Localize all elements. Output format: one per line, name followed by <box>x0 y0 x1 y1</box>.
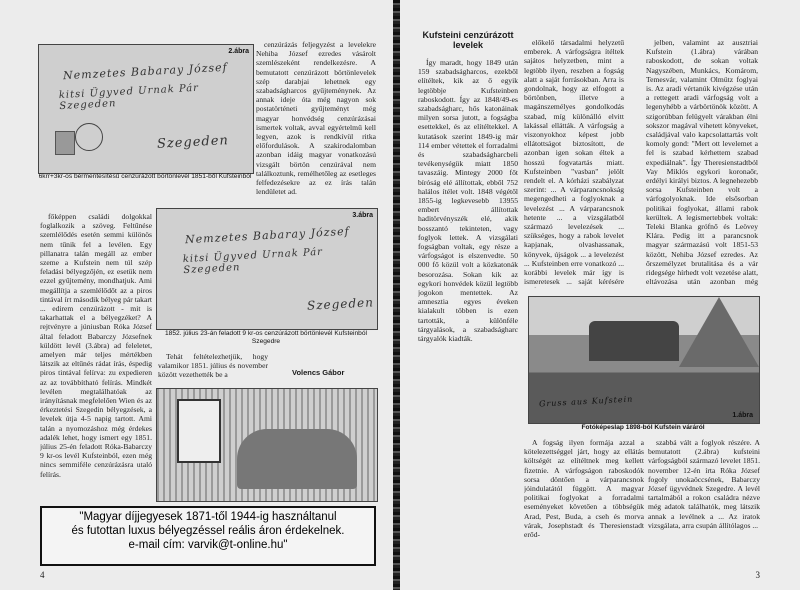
text-column-top <box>256 40 376 200</box>
paragraph-top: cenzúrázás feljegyzést a levelekre Nehiba József ezredes vásárolt szemlészeként rendelkezésre. A bemutatott cenzúrázott börtönlevelek szép darabjai lehetnek egy szabadságharcos gyűjteménynek. Az annak ideje óta még nagyon sok postatörténeti gyűjteményt még magyar honvédség cenzúrázásai ismertek voltak, avval egyértelmű kell legyen, azok is rendkívül ritka előfordulások. A szakirodalomban azonban idáig magyar vonatkozású vizsgált börtön cenzúrával nem találkoztunk, remélhetőleg az esetleges felfedezésekre az ez írás talán lendületet ad. <box>256 40 376 197</box>
kufstein-photo <box>528 296 760 424</box>
text-column-middle <box>158 352 268 382</box>
left-page <box>0 0 395 590</box>
castle-shape <box>589 321 679 361</box>
paragraph-col3: jelben, valamint az ausztriai Kufstein (1.ábra) várában raboskodott, de sokan voltak Nagyszében, Munkács, Komárom, Temesvár, valamint Olmütz foglyai is. Az aradi vértanúk kivégzése után a rettegett aradi várfogság volt a legenyhébb a várbörtönök között. A szigorúbban felügyelt várakban élni sokszor magával vihetett könyveket, családjával valo kapcsolattartás volt komoly gond: "Mert ott levelemet a fel is szabad kérhettem szabad expediálnak". Így Theresienstadtból Vay Miklós egykori koronaőr, erdélyi királyi biztos. A legnehezebb sorsa Kufsteinben volt a várfogolyoknak. Ide elsősorban politikai foglyokat, állami rabok kerültek. A legismertebbek voltak: Teleki Blanka grófnő és Leövey Klára. Pedig itt a parancsnok magyar származású volt 1851-53 között, Nehiba József ezredes. Az őrszemélyzet brutalitása és a vár ridegsége hírhedt volt vezetése alatt, eltávozása után azonban még <box>646 38 758 287</box>
paragraph-left: főképpen családi dolgokkal foglalkozik a szöveg. Feltűnése szemlélődés esetén semmi különös nem tűnik fel a levélen. Egy pillanatra talán megáll az ember szeme a Kufstein nem túl szép feladási bélyegzőjén, ez esetük nem ezzel gyűjtemény, mondhatjuk. Ami megállítja a szemlélődőt az a piros tintával írt második bélyeg pár takart ... edirem cenzúrázott - mit is takarhattak el a bélyegzéket? A rejtvényre a júniusban Róka József által feladott Babarczy Józsefnek küldött levél (3.ábra) ad feleletet, amelyen már teljes mértékben látszik az eltűnés rádat írás, éspedig piros tintával felírva: zu expedieren az az továbbítható felírás. Mindkét levélen megtalálhatóak az irányításnak megfelelően Wien és az érkeztetési Szegedin bélyegzések, a levelek útja 4-5 napig tartott. Ami talán a nyomozáshoz még érdekes adalék lehet, hogy ismert egy 1851. július 25-én feladott Róka-Babarczy 9 kr-os levél Kufsteinból, ezen még nincs semmiféle cenzúrázásra utaló felírás. <box>40 212 152 479</box>
right-page <box>400 0 800 590</box>
text-column-1 <box>418 58 518 498</box>
envelope-destination: Szegeden <box>306 295 375 313</box>
photo-greeting: Gruss aus Kufstein <box>538 394 634 409</box>
paragraph-middle: Tehát feltételezhetjük, hogy valamikor 1851. július és november között vezethették be a <box>158 352 268 380</box>
envelope-address-line2: kitsi Ügyved Urnak Pár Szegeden <box>58 82 200 113</box>
paragraph-col5: A fogság ilyen formája azzal a kötelezettséggel járt, hogy az ellátás költségét az elítéltnek meg kellett fizetnie. A várfogságon raboskodók sorsa döntően a várparancsnok jóindulatától függött. A magyar politikai foglyokat a forradalmi eseményeket követően a többségük Arad, Pest, Buda, a cseh és morva várak, Josephstadt és Theresienstadt erőd- <box>524 438 644 540</box>
author-name: Volencs Gábor <box>292 368 345 377</box>
text-column-left <box>40 212 152 502</box>
red-stamp-icon <box>55 131 75 155</box>
ad-line-2: és futottan luxus bélyegzéssel reális áron érdekelnek. <box>71 525 345 537</box>
ad-line-3: e-mail cím: varvik@t-online.hu" <box>128 539 288 551</box>
figures-shape <box>237 429 357 489</box>
envelope-address-line2: kitsi Ügyved Urnak Pár Szegeden <box>182 246 324 277</box>
text-column-3 <box>646 38 758 288</box>
envelope-image-fig2 <box>38 44 254 174</box>
ad-line-1: "Magyar díjjegyesek 1871-től 1944-ig használtanul <box>79 511 337 523</box>
page-number-left: 4 <box>40 570 45 580</box>
figure-label-fig2: 2.ábra <box>228 48 249 55</box>
envelope-destination: Szegeden <box>156 133 230 152</box>
postmark-icon <box>75 123 103 151</box>
article-heading: Kufsteini cenzúrázott levelek <box>422 30 514 50</box>
paragraph-col2: előkelő társadalmi helyzetű emberek. A várfogságra ítéltek sajátos helyzetben, mint a legtöbb ilyen, reszben a fogság alatt a saját forrásokban. Arra is gondolnak, hogy az elfogott a börtönben, illetve a magánszemélyes gondolkodás szabad, míg különálló elvitt lakással ellátták. A várfogság a viszonyokhoz képest jobb ellátottságot biztosított, de azonban igen sokan éltek a hosszú fogvatartás miatt. Kufsteinben "vasban" jelölt rendelt el. A kórházi szabályzat szerint: ... A várparancsnokság megengedheti a foglyoknak a levelezést ... A várparancsnok hetente ... a vizsgálatból származó levelezések ... szükséges, hogy a rabok levelet kapjanak, olvashassanak, könyvek, újságok ... a levelezést ... Kufsteinben erre vonatkozó ... korábbi levelek már így is ismeretesek ... saját kérésére <box>524 38 624 287</box>
envelope-address-line1: Nemzetes Babaray József <box>62 60 228 83</box>
window-shape <box>177 399 221 463</box>
page-number-right: 3 <box>755 570 760 580</box>
mountain-shape <box>679 297 759 367</box>
prison-illustration <box>156 388 378 502</box>
text-column-4 <box>648 438 760 562</box>
paragraph-col4: szabbá vált a foglyok részére. A bemutatott (2.ábra) kufsteini várfogságból származó levelet 1851. november 12-én írta Róka József fogoly unokaöccsének, Babarczy József ügyvédnek Szegedre. A levél tartalmából a rokon családra nézve még adatok találhatók, meg látszik annak a levélnek a ... Az iratok vizsgálata, arra csupán állítólagos ... <box>648 438 760 530</box>
caption-fig1: Fotóképeslap 1898-ból Kufstein váráról <box>581 424 705 431</box>
figure-label-fig1: 1.ábra <box>732 412 753 419</box>
text-column-2 <box>524 38 624 288</box>
caption-fig2: 6krr+3kr-os bérmentesítésű cenzúrázott börtönlevél 1851-ből Kufsteinból <box>38 173 252 180</box>
advertisement-box <box>40 506 376 566</box>
figure-label-fig3: 3.ábra <box>352 212 373 219</box>
paragraph-col1: Így maradt, hogy 1849 után 159 szabadságharcos, ezekből elítéltek, kik az ő egyik legtöbbje Kufsteinben raboskodott. Így az 1848/49-es szabadságharc, hős katonáinak milyen sorsa jutott, a fogságba esettekkel, és az elítéltekkel. A kutatások szerint 1849-ig már 114 ember vétettek el forradalmi és szabadságharcbeli tevékenységük miatt 1850 tavaszáig. Mintegy 2000 főt bíróság elé állítottak, ebből 752 halálos ítélet volt. 1848 végétől 1855-ig legkevesebb 13955 embert állítottak haditörvényszék elé, akik bosszantó tekinteten, vagy foglyok lettek. A vizsgálati fogságban voltak, egy része a várfogságot is elszenvedte. 50 000 fő közül volt a közkatonák besorozása. Sokan kik az egykori honvédek közül legtöbb jogokon mentettek. Az amnesztia egyes éveken kialakult többen is ezen tartották, a különféle tárgyalások, a szabadságharc tárgyalók kiadták. <box>418 58 518 344</box>
envelope-image-fig3 <box>156 208 378 330</box>
caption-fig3: 1852. július 23-án feladott 9 kr-os cenzúrázott börtönlevél Kufsteinból Szegedre <box>165 330 367 345</box>
envelope-address-line1: Nemzetes Babaray József <box>184 224 350 247</box>
text-column-5 <box>524 438 644 562</box>
